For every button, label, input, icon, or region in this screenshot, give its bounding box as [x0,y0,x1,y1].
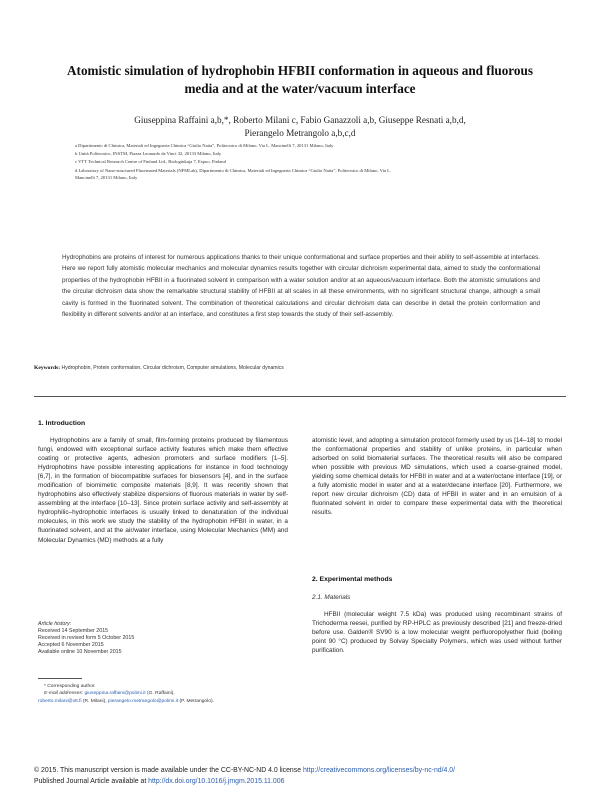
affiliation-a: a Dipartimento di Chimica, Materiali ed Ingegneria Chimica “Giulio Natta”, Politecnico di Milano, Via L. Mancinelli 7, 20131 Milano, Italy [75,143,334,148]
affiliation-d-cont: Mancinelli 7, 20131 Milano, Italy [75,175,138,180]
history-revised: Received in revised form 5 October 2015 [38,635,135,641]
license-footer [34,765,574,788]
doi-link[interactable]: http://dx.doi.org/10.1016/j.jmgm.2015.11.006 [148,778,285,786]
affiliation-b: b Unità Politecnico, INSTM, Piazza Leonardo da Vinci 32, 20133 Milano, Italy [75,151,222,156]
section-2-1-heading: 2.1. Materials [312,594,351,601]
keywords-label: Keywords: [34,365,61,371]
author-line-1: Giuseppina Raffaini a,b,*, Roberto Milani c, Fabio Ganazzoli a,b, Giuseppe Resnati a,b,d, [134,115,466,125]
keywords-list: Hydrophobin, Protein conformation, Circular dichroism, Computer simulations, Molecular dynamics [61,365,284,371]
email-link-milani[interactable]: roberto.milani@vtt.fi [38,698,82,704]
license-link[interactable]: http://creativecommons.org/licenses/by-nc-nd/4.0/ [302,767,456,774]
email-name-milani: (R. Milani), [82,698,107,704]
corresponding-author: * Corresponding author. [44,684,96,689]
published-text: Published Journal Article available at [34,778,147,786]
materials-text: HFBII (molecular weight 7.5 kDa) was produced using recombinant strains of Trichoderma reesei, purified by RP-HPLC as previously described [21] and freeze-dried before use. Galden® SV90 is a low molecular weight perfluoropolyether fluid (boiling point 90 °C) produced by Solvay Specialty Polymers, which was used without further purification. [312,611,562,655]
article-history [38,621,288,656]
author-line-2: Pierangelo Metrangolo a,b,c,d [244,127,356,138]
email-name-metrangolo: (P. Metrangolo). [179,698,214,704]
email-label: E-mail addresses: [44,691,84,697]
abstract: Hydrophobins are proteins of interest for numerous applications thanks to their unique conformational and surface properties and their ability to self-assemble at interfaces. Here we report fully atomistic molecular mechanics and molecular dynamics results together with circular dichroism experimental data, aimed to study the conformational properties of the hydrophobin HFBII in a fluorinated solvent in comparison with a water solution and/or at an aqueous/vacuum interface. Both the atomistic simulations and the circular dichroism data show the remarkable structural stability of HFBII at all scales in all these environments, with no significant structural change, although a small cavity is formed in the fluorinated solvent. The combination of theoretical calculations and circular dichroism data can describe in detail the protein conformation and flexibility in different solvents and/or at an interface, and constitutes a first step towards the study of their self-assembly. [62,254,540,319]
history-received: Received 14 September 2015 [38,628,109,634]
email-name-raffaini: (G. Raffaini), [147,691,175,697]
footnotes [38,683,300,705]
affiliation-c: c VTT Technical Research Centre of Finland Ltd., Biologinkuja 7, Espoo, Finland [75,159,226,164]
section-1-heading: 1. Introduction [38,420,86,427]
intro-text: Hydrophobins are a family of small, film-forming proteins produced by filamentous fungi, endowed with exceptional surface activity features which make them effective coating or protective agents, adhesion promoters and surface modifiers [1–5]. Hydrophobins have possible interesting applications for instance in food technology [6,7], in the formation of biocompatible surfaces for biosensors [4], and in the surface modification of biomimetic composite materials [8,9]. It was recently shown that hydrophobins also effectively stabilize dispersions of fluorous materials in water by self-assembling at the interface [10–13]. Since protein surface activity and self-assembly at hydrophilic–hydrophobic interfaces is usually linked to denaturation of the individual molecules, in this work we study the stability of the hydrophobin HFBII in water, in a fluorinated solvent, and at the air/water interface, using Molecular Mechanics (MM) and Molecular Dynamics (MD) methods at a fully [38,437,288,544]
history-online: Available online 10 November 2015 [38,649,122,655]
email-link-metrangolo[interactable]: pierangelo.metrangolo@polimi.it [107,698,179,704]
divider [34,396,566,397]
history-label: Article history: [38,621,72,627]
footnote-rule [38,678,82,679]
paper-title: Atomistic simulation of hydrophobin HFBII conformation in aqueous and fluorous media and at the water/vacuum interface [67,63,533,96]
author-list [60,114,540,139]
section-2-heading: 2. Experimental methods [312,576,393,583]
right-column-text: atomistic level, and adopting a simulation protocol formerly used by us [14–18] to model the conformational properties and stability of unlike proteins, in particular when adsorbed on solid biomaterial surfaces. The theoretical results will also be compared when possible with previous MD simulations, which used a coarse-grained model, yielding some chemical details for HFBII in water and at a water/octane interface [19], or a fully atomistic model in water and at a water/decane interface [20]. Furthermore, we report new circular dichroism (CD) data of HFBII in water and in an emulsion of a fluorinated solvent in order to compare these experimental data with the theoretical results. [312,437,562,517]
affiliation-d: d Laboratory of Nano-structured Fluorinated Materials (NFMLab), Dipartimento di Chimica, Materiali ed Ingegneria Chimica “Giulio Natta”, Politecnico di Milano, Via L. [75,168,392,173]
history-accepted: Accepted 6 November 2015 [38,642,104,648]
introduction-paragraph [38,436,288,545]
license-text: © 2015. This manuscript version is made available under the CC-BY-NC-ND 4.0 license [34,767,302,774]
keywords [34,365,566,372]
email-link-raffaini[interactable]: giuseppina.raffaini@polimi.it [84,691,146,697]
materials-paragraph [312,610,562,655]
right-column-paragraph [312,436,562,517]
